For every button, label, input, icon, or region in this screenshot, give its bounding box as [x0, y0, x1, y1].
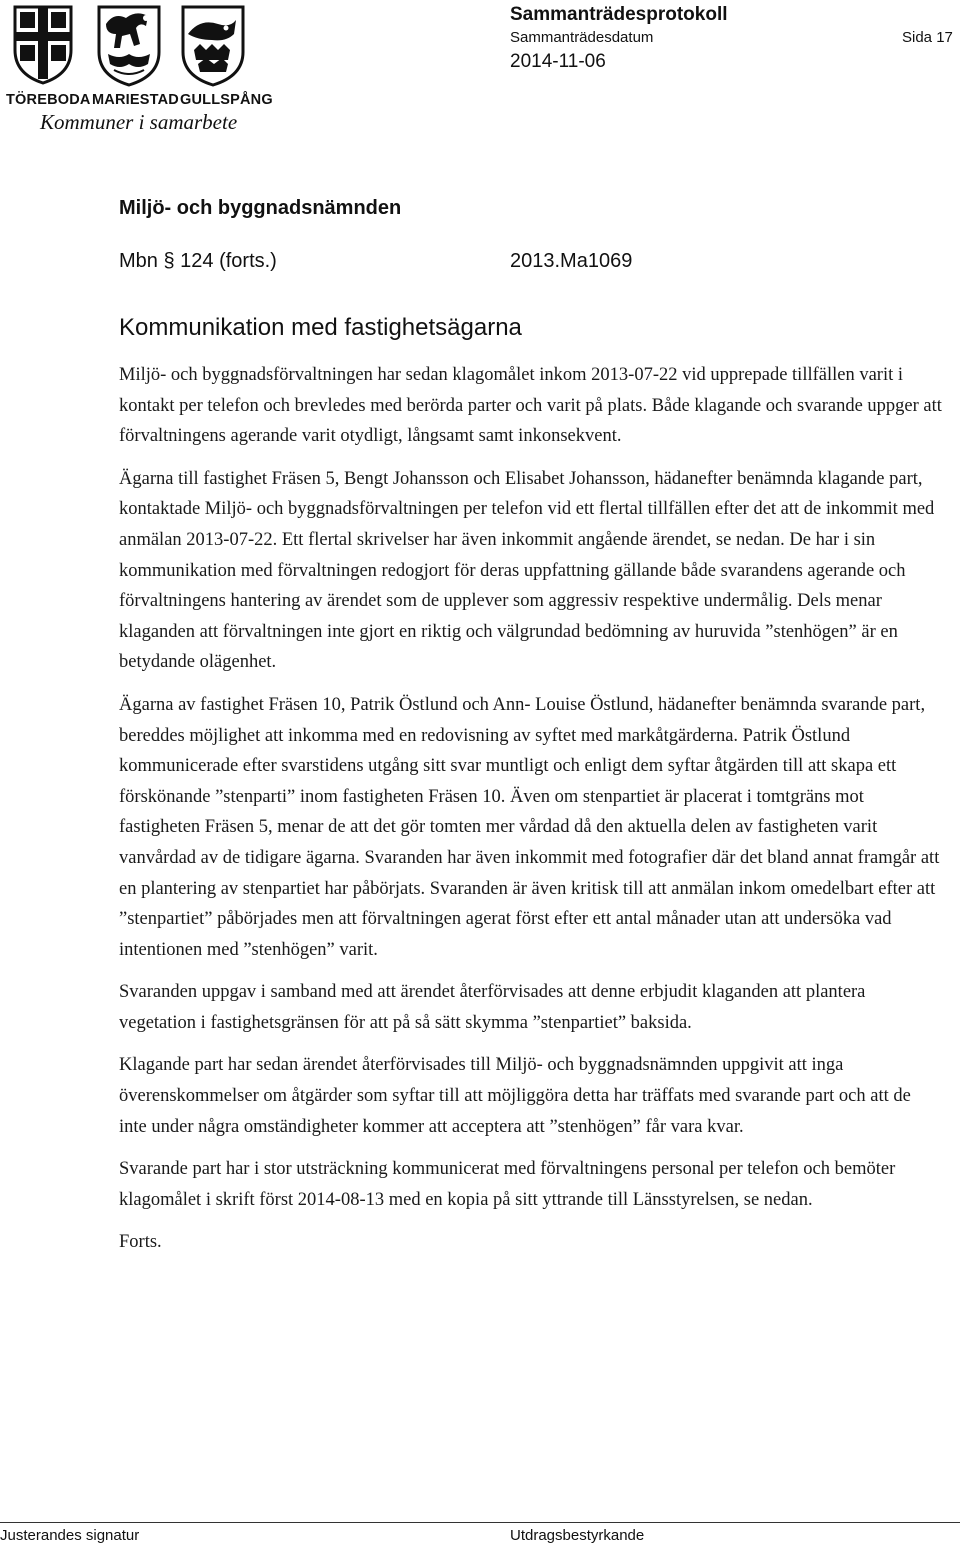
municipal-logos — [6, 4, 273, 134]
extract-certification-label: Utdragsbestyrkande — [510, 1527, 645, 1544]
paragraph: Ägarna till fastighet Fräsen 5, Bengt Johansson och Elisabet Johansson, hädanefter benämnda klagande part, kontaktade Miljö- och byggnadsförvaltningen per telefon vid ett flertal tillfällen efter det att de inkommit med anmälan 2013-07-22. Ett flertal skrivelser har även inkommit angående ärendet, se nedan. De har i sin kommunikation med förvaltningen redogjort för deras uppfattning gällande både svarandens agerande och förvaltningens hantering av ärendet som de upplever som aggressiv respektive undermålig. Dels menar klaganden att förvaltningen inte gjort en riktig och välgrundad bedömning av huruvida ”stenhögen” är en betydande olägenhet. — [119, 468, 935, 673]
section-reference: Mbn § 124 (forts.) — [119, 250, 277, 272]
case-number: 2013.Ma1069 — [510, 250, 633, 272]
gullspang-crest-icon — [180, 4, 246, 88]
section-body — [119, 360, 943, 1270]
mariestad-crest-icon — [96, 4, 162, 88]
toreboda-crest-icon — [12, 4, 74, 86]
meeting-date: 2014-11-06 — [510, 51, 606, 72]
footer-divider — [0, 1522, 960, 1523]
committee-name: Miljö- och byggnadsnämnden — [119, 197, 402, 219]
meeting-date-label: Sammanträdesdatum — [510, 29, 654, 46]
paragraph: Svaranden uppgav i samband med att ärendet återförvisades att denne erbjudit klaganden att plantera vegetation i fastighetsgränsen för att på så sätt skymma ”stenpartiet” baksida. — [119, 982, 866, 1033]
municipality-name: MARIESTAD — [92, 92, 179, 108]
municipality-name: GULLSPÅNG — [180, 92, 273, 108]
section-heading: Kommunikation med fastighetsägarna — [119, 314, 522, 341]
page-number: Sida 17 — [902, 29, 953, 46]
logo-tagline: Kommuner i samarbete — [40, 110, 238, 134]
document-title: Sammanträdesprotokoll — [510, 4, 728, 25]
paragraph: Klagande part har sedan ärendet återförvisades till Miljö- och byggnadsnämnden uppgivit att inga överenskommelser om åtgärder som syftar till att möjliggöra detta har träffats med svarande part och att de inte under några omständigheter kommer att acceptera att ”stenhögen” får vara kvar. — [119, 1055, 911, 1137]
adjuster-signature-label: Justerandes signatur — [0, 1527, 140, 1544]
continuation-note: Forts. — [119, 1232, 162, 1253]
paragraph: Svarande part har i stor utsträckning kommunicerat med förvaltningens personal per telefon och bemöter klagomålet i skrift först 2014-08-13 med en kopia på sitt yttrande till Länsstyrelsen, se nedan. — [119, 1159, 896, 1210]
paragraph: Miljö- och byggnadsförvaltningen har sedan klagomålet inkom 2013-07-22 vid upprepade tillfällen varit i kontakt per telefon och brevledes med berörda parter och varit på plats. Både klagande och svarande uppger att förvaltningens agerande varit otydligt, långsamt samt inkonsekvent. — [119, 365, 942, 447]
municipality-name: TÖREBODA — [6, 92, 91, 108]
paragraph: Ägarna av fastighet Fräsen 10, Patrik Östlund och Ann- Louise Östlund, hädanefter benämnda svarande part, bereddes möjlighet att inkomma med en redovisning av syftet med markåtgärderna. Patrik Östlund kommunicerade efter svarstidens utgång sitt svar muntligt och enligt dem syftar åtgärden till att skapa ett förskönande ”stenparti” inom fastigheten Fräsen 10. Även om stenpartiet är placerat i tomtgräns mot fastigheten Fräsen 5, menar de att det gör tomten mer vårdad då den aktuella delen av fastigheten varit vanvårdad av de tidigare ägarna. Svaranden har även inkommit med fotografier där det bland annat framgår att en plantering av stenpartiet har påbörjats. Svaranden är även kritisk till att anmälan inkom omedelbart efter att ”stenpartiet” påbörjades men att förvaltningen agerat först efter ett antal månader utan att undersöka vad intentionen med ”stenhögen” varit. — [119, 694, 940, 960]
